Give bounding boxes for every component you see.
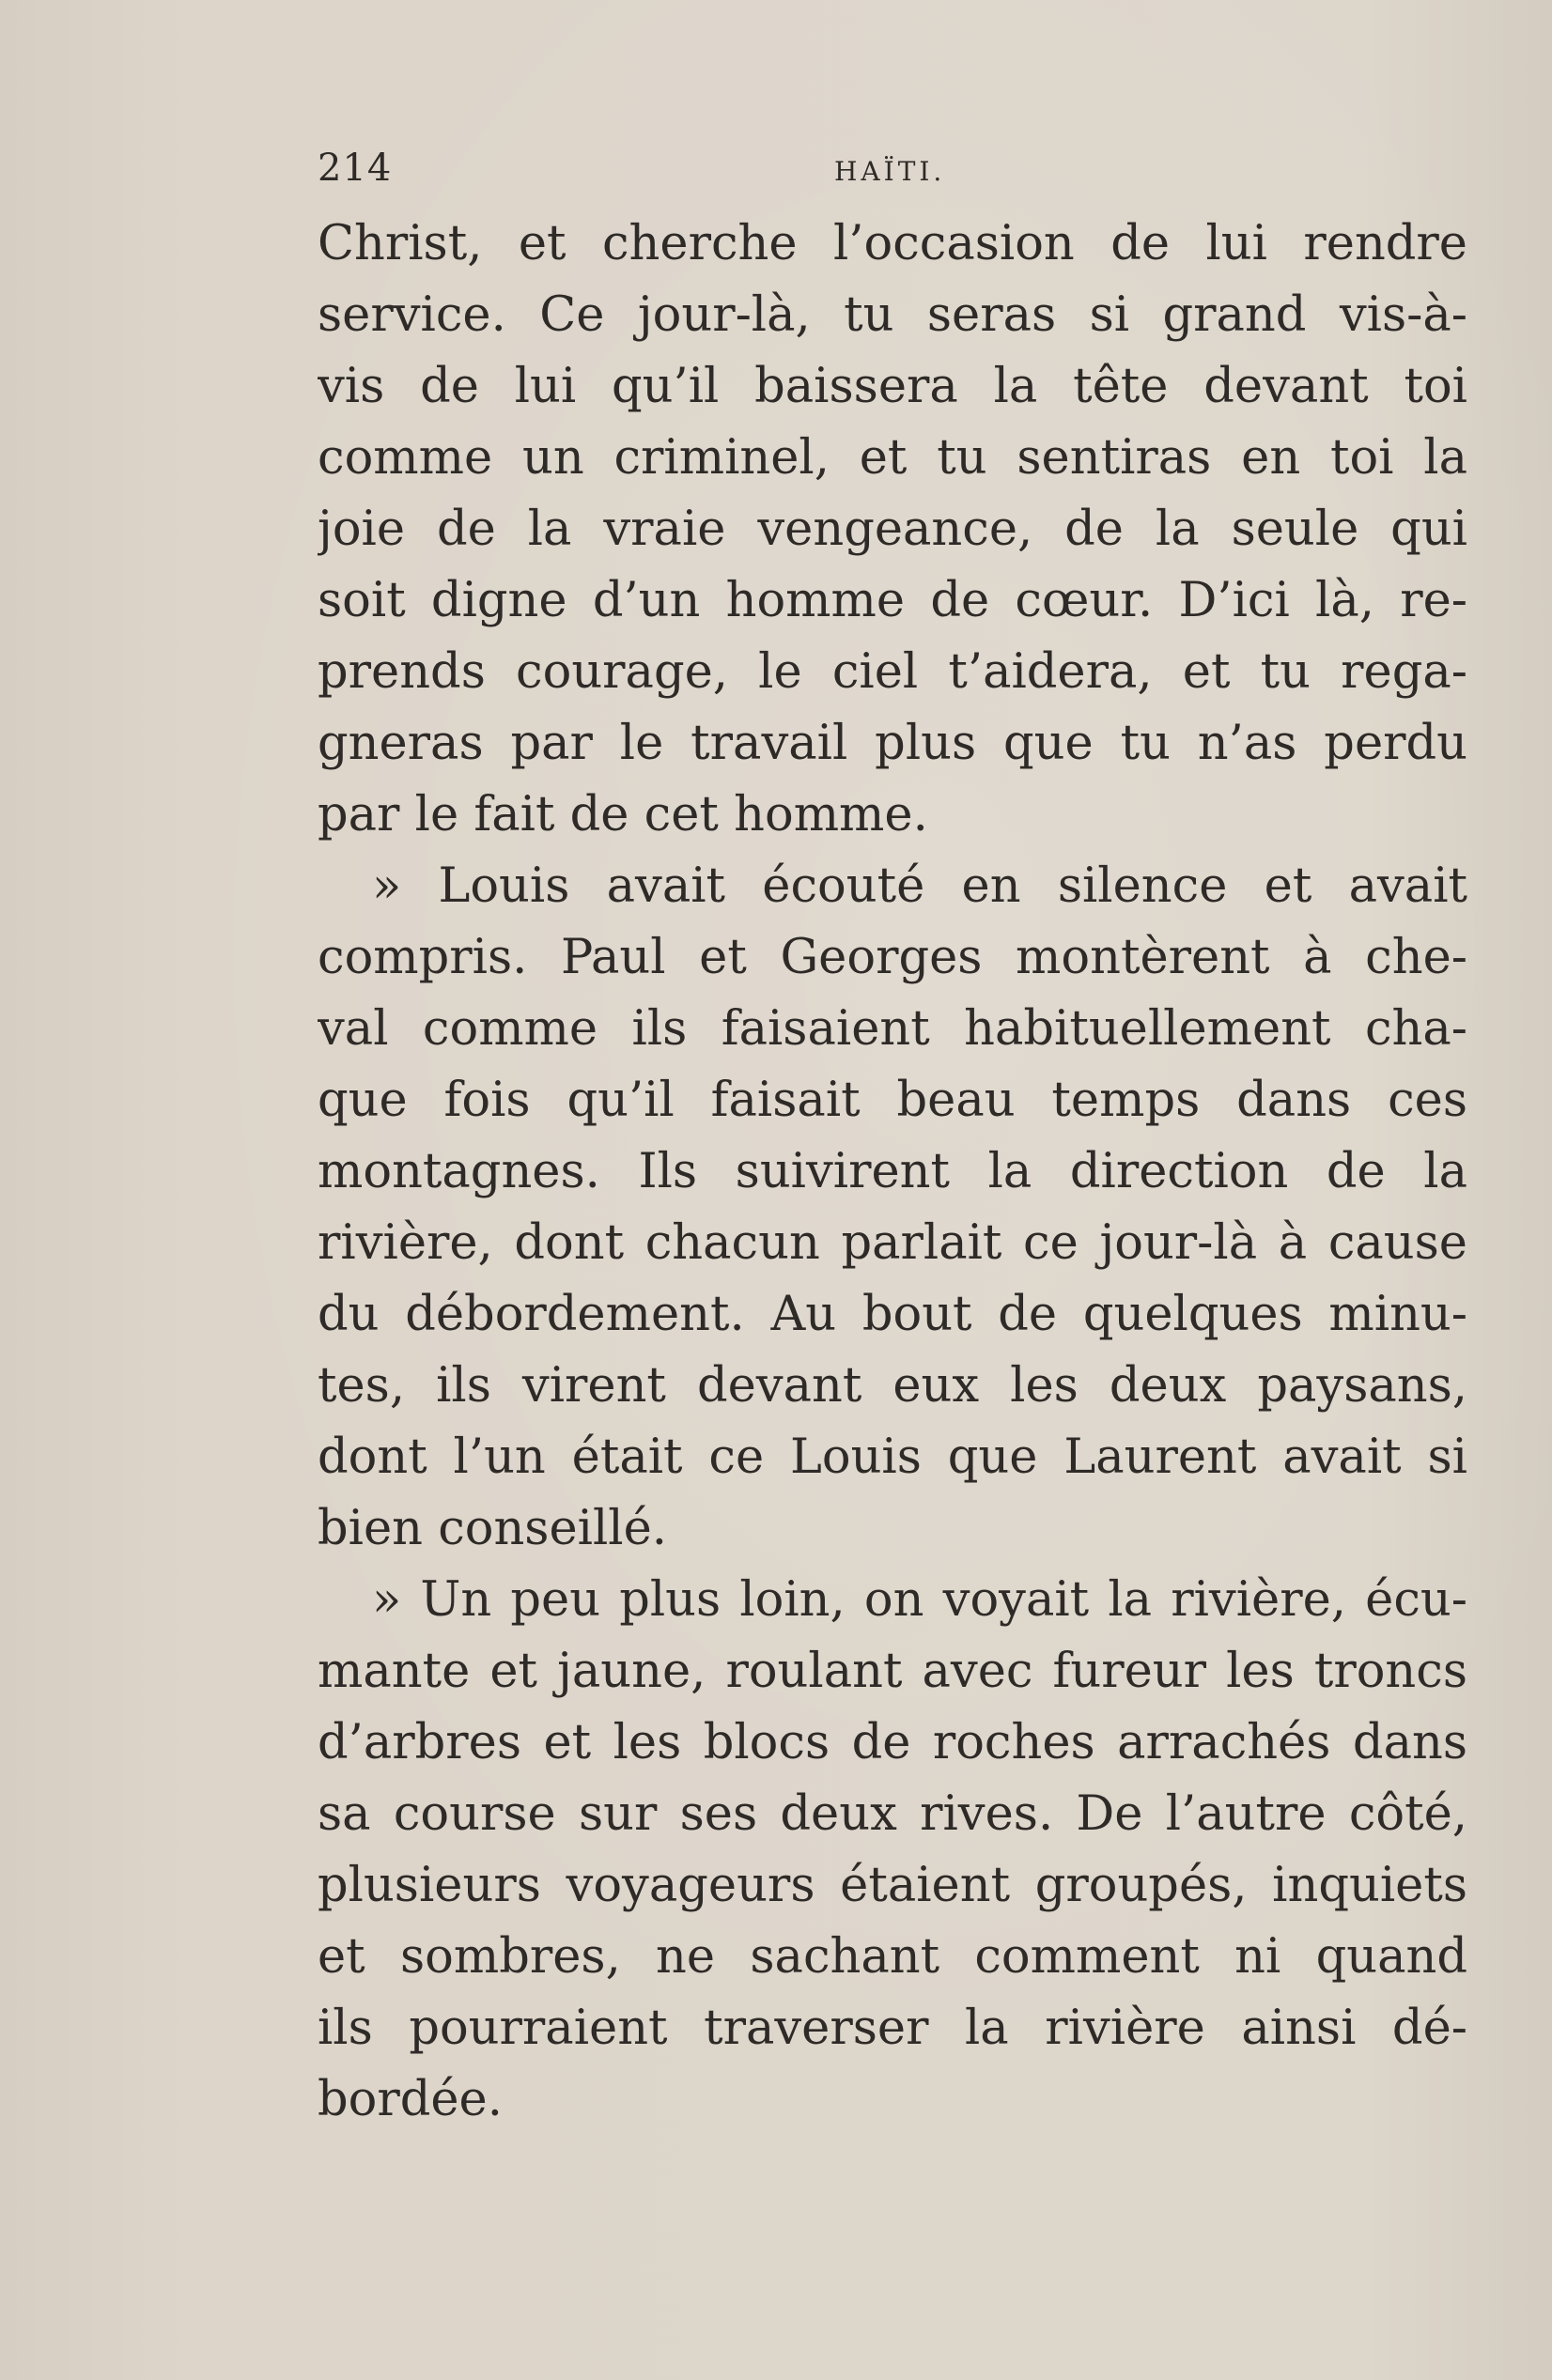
text-line: que fois qu’il faisait beau temps dans ces (318, 1073, 1467, 1128)
text-line: joie de la vraie vengeance, de la seule qui (318, 502, 1467, 557)
text-line: montagnes. Ils suivirent la direction de la (318, 1144, 1467, 1199)
text-line: et sombres, ne sachant comment ni quand (318, 1929, 1467, 1985)
text-line: vis de lui qu’il baissera la tête devant toi (318, 359, 1467, 414)
text-line: gneras par le travail plus que tu n’as perdu (318, 716, 1467, 771)
text-line: val comme ils faisaient habituellement cha- (318, 1001, 1467, 1057)
text-line: soit digne d’un homme de cœur. D’ici là, re- (318, 573, 1467, 628)
text-line: » Louis avait écouté en silence et avait (372, 858, 1467, 914)
page-number: 214 (318, 147, 393, 190)
text-line: plusieurs voyageurs étaient groupés, inquiets (318, 1858, 1467, 1913)
text-line: d’arbres et les blocs de roches arrachés dans (318, 1715, 1467, 1770)
page-header (318, 139, 1467, 195)
text-line: rivière, dont chacun parlait ce jour-là à cause (318, 1215, 1467, 1271)
text-line: service. Ce jour-là, tu seras si grand vis-à- (318, 287, 1467, 343)
text-line: sa course sur ses deux rives. De l’autre côté, (318, 1786, 1467, 1842)
text-line: ils pourraient traverser la rivière ainsi dé- (318, 2001, 1467, 2056)
text-line: par le fait de cet homme. (318, 787, 928, 842)
body-text (318, 209, 1467, 2136)
text-line: tes, ils virent devant eux les deux paysans, (318, 1358, 1467, 1414)
text-line: comme un criminel, et tu sentiras en toi la (318, 430, 1467, 486)
text-line: mante et jaune, roulant avec fureur les troncs (318, 1644, 1467, 1699)
running-title: HAÏTI. (834, 156, 946, 187)
text-line: du débordement. Au bout de quelques minu- (318, 1287, 1467, 1342)
text-line: prends courage, le ciel t’aidera, et tu rega- (318, 644, 1467, 700)
text-line: » Un peu plus loin, on voyait la rivière, écu- (372, 1572, 1467, 1628)
text-line: dont l’un était ce Louis que Laurent avait si (318, 1430, 1467, 1485)
text-line: bordée. (318, 2072, 503, 2127)
text-line: compris. Paul et Georges montèrent à che- (318, 930, 1467, 985)
text-line: Christ, et cherche l’occasion de lui rendre (318, 216, 1467, 271)
text-line: bien conseillé. (318, 1501, 667, 1556)
